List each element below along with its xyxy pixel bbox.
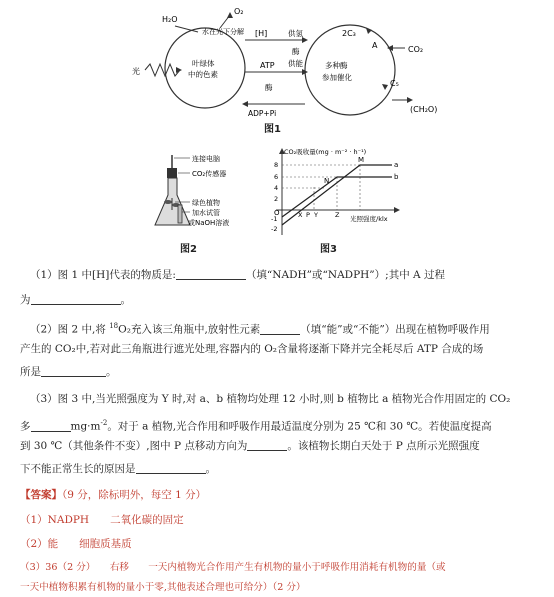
c3-label: 2C₃ (342, 29, 356, 38)
enzyme-2-label: 酶 (265, 83, 273, 92)
multi-enzyme-line-1: 多种酶 (325, 61, 348, 70)
q3-blank-2[interactable] (247, 439, 287, 451)
light-label: 光 (132, 67, 140, 76)
fig3-ylabel: CO₂吸收量(mg · m⁻² · h⁻¹) (284, 148, 367, 156)
question-1-line-1: （1）图 1 中[H]代表的物质是: （填“NADH”或“NADPH”）;其中 A 过程 (30, 269, 445, 281)
q2-blank-1[interactable] (260, 323, 300, 335)
q3-blank-3[interactable] (136, 462, 206, 474)
fig3-point-p: P (306, 211, 310, 219)
calvin-cycle-circle (305, 25, 395, 115)
fig3-point-z: Z (335, 211, 340, 219)
pigment-line-1: 叶绿体 (192, 59, 215, 68)
light-zigzag (145, 64, 180, 76)
o2-label: O₂ (234, 7, 244, 16)
question-2-line-1: （2）图 2 中,将 $^{18}$O₂充入该三角瓶中,放射性元素 （填“能”或“不能”）出现在植物呼吸作用 (30, 322, 490, 336)
light-split-label: 水在光下分解 (202, 28, 244, 36)
answer-heading (20, 488, 206, 503)
answer-2: （2）能 细胞质基质 (20, 538, 132, 550)
figure-1-caption: 图1 (264, 124, 281, 135)
adp-label: ADP+Pi (248, 109, 277, 118)
figure-3-caption: 图3 (320, 244, 337, 255)
fig3-xlabel: 光照强度/klx (350, 215, 388, 223)
question-2-line-3: 所是 。 (20, 366, 117, 378)
co2-label: CO₂ (408, 45, 424, 54)
enzyme-1-label: 酶 (292, 47, 300, 56)
c5-label: C₅ (390, 79, 399, 88)
fig3-tick-neg2: -2 (271, 225, 278, 233)
question-2-line-2: 产生的 CO₂中,若对此三角瓶进行遮光处理,容器内的 O₂含量将逐渐下降并完全耗尽后 ATP 合成的场 (20, 343, 484, 355)
fig2-label-naoh: 或NaOH溶液 (188, 219, 230, 227)
fig3-line-b-label: b (394, 173, 399, 181)
fig3-point-n: N (324, 177, 330, 185)
fig3-point-m: M (358, 156, 365, 164)
answer-4: 一天中植物积累有机物的量小于零,其他表述合理也可给分）（2 分） (20, 582, 306, 593)
fig2-label-tube: 加水试管 (192, 209, 220, 217)
a-label: A (372, 41, 378, 50)
figure-3 (262, 145, 402, 240)
question-3-line-1: （3）图 3 中,当光照强度为 Y 时,对 a、b 植物均处理 12 小时,则 b 植物比 a 植物光合作用固定的 CO₂ (30, 393, 511, 405)
multi-enzyme-line-2: 参加催化 (322, 73, 352, 82)
fig3-tick-neg1: -1 (271, 215, 278, 223)
pigment-line-2: 中的色素 (188, 70, 218, 79)
fig2-label-sensor: CO₂传感器 (192, 170, 227, 178)
supply-energy-label: 供能 (288, 59, 303, 68)
answer-3: （3）36（2 分） 右移 一天内植物光合作用产生有机物的量小于呼吸作用消耗有机物的量（或 (20, 562, 446, 573)
atp-label: ATP (260, 61, 275, 70)
fig2-label-plant: 绿色植物 (192, 199, 220, 207)
h2o-label: H₂O (162, 15, 178, 24)
fig3-tick-6: 6 (274, 173, 279, 181)
figure-1 (110, 0, 440, 140)
q1-blank-1[interactable] (176, 268, 246, 280)
fig3-point-y: Y (314, 211, 318, 219)
fig3-tick-2: 2 (274, 195, 279, 203)
question-3-line-3: 到 30 ℃（其他条件不变）,图中 P 点移动方向为 。该植物长期白天处于 P 点所示光照强度 (20, 440, 480, 452)
answer-title: 【答案】 (20, 489, 62, 501)
q2-blank-2[interactable] (41, 365, 106, 377)
figure-2 (150, 150, 260, 235)
ch2o-label: (CH₂O) (410, 105, 438, 114)
figure-2-caption: 图2 (180, 244, 197, 255)
answer-note: （9 分，除标明外，每空 1 分） (62, 489, 207, 501)
question-1-line-2: 为 。 (20, 294, 131, 306)
question-3-line-4: 下不能正常生长的原因是 。 (20, 463, 216, 475)
q1-blank-2[interactable] (31, 293, 121, 305)
answer-1: （1）NADPH 二氧化碳的固定 (20, 514, 184, 526)
h-label: [H] (255, 29, 268, 38)
fig3-point-x: X (298, 211, 303, 219)
fig3-line-a-label: a (394, 161, 399, 169)
fig2-label-computer: 连接电脑 (192, 155, 220, 163)
q3-blank-1[interactable] (31, 420, 71, 432)
supply-h-label: 供氢 (288, 29, 303, 38)
question-3-line-2: 多 $mg\cdot m^{-2}$。对于 a 植物,光合作用和呼吸作用最适温度分别为 25 ℃和 30 ℃。若使温度提高 (20, 419, 492, 433)
fig3-origin: O (274, 209, 280, 217)
fig3-tick-8: 8 (274, 161, 279, 169)
fig3-tick-4: 4 (274, 184, 279, 192)
